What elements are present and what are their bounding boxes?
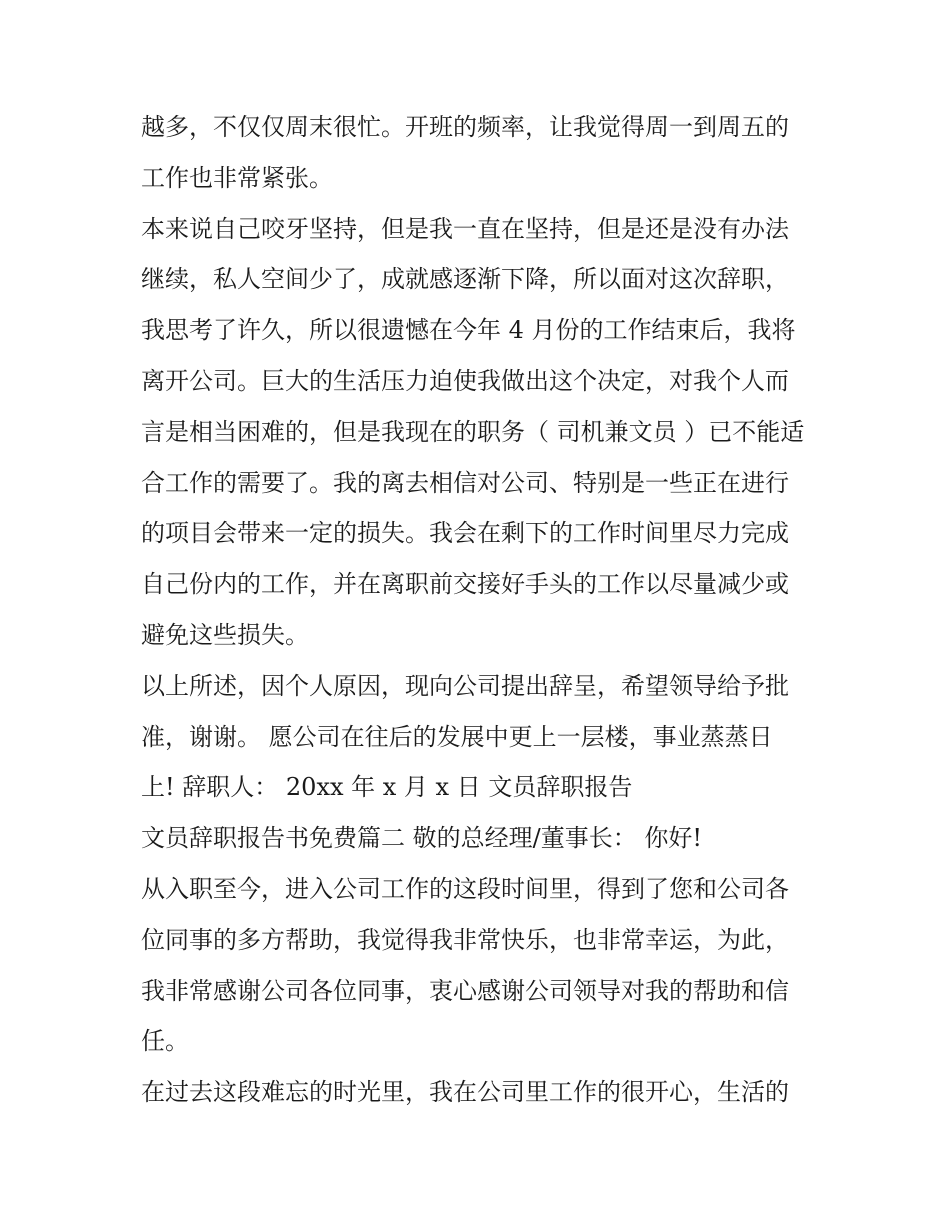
text-line: 本来说自己咬牙坚持，但是我一直在坚持，但是还是没有办法 [141, 214, 789, 243]
text-line: 以上所述，因个人原因，现向公司提出辞呈，希望领导给予批 [141, 671, 789, 700]
text-line: 我思考了许久，所以很遗憾在今年 4 月份的工作结束后，我将 [141, 316, 796, 345]
text-line: 越多，不仅仅周末很忙。开班的频率，让我觉得周一到周五的 [141, 113, 789, 141]
text-line: 继续，私人空间少了，成就感逐渐下降，所以面对这次辞职， [141, 265, 789, 294]
text-line: 文员辞职报告书免费篇二 敬的总经理/董事长： 你好! [141, 824, 702, 853]
text-line: 工作也非常紧张。 [141, 163, 333, 192]
text-line: 合工作的需要了。我的离去相信对公司、特别是一些正在进行 [141, 468, 789, 497]
document-body [141, 102, 831, 1118]
text-line: 的项目会带来一定的损失。我会在剩下的工作时间里尽力完成 [141, 519, 789, 548]
text-line: 避免这些损失。 [141, 620, 309, 649]
text-line: 准，谢谢。 愿公司在往后的发展中更上一层楼，事业蒸蒸日 [141, 722, 773, 751]
text-line: 上! 辞职人： 20xx 年 x 月 x 日 文员辞职报告 [141, 773, 633, 802]
text-line: 离开公司。巨大的生活压力迫使我做出这个决定，对我个人而 [141, 366, 789, 395]
text-line: 我非常感谢公司各位同事，衷心感谢公司领导对我的帮助和信 [141, 976, 789, 1005]
text-line: 在过去这段难忘的时光里，我在公司里工作的很开心，生活的 [141, 1078, 789, 1107]
text-line: 从入职至今，进入公司工作的这段时间里，得到了您和公司各 [141, 874, 789, 903]
text-line: 言是相当困难的，但是我现在的职务（ 司机兼文员 ）已不能适 [141, 417, 805, 446]
text-line: 任。 [141, 1027, 189, 1056]
text-line: 位同事的多方帮助，我觉得我非常快乐，也非常幸运，为此， [141, 925, 789, 954]
text-line: 自己份内的工作，并在离职前交接好手头的工作以尽量减少或 [141, 570, 789, 599]
